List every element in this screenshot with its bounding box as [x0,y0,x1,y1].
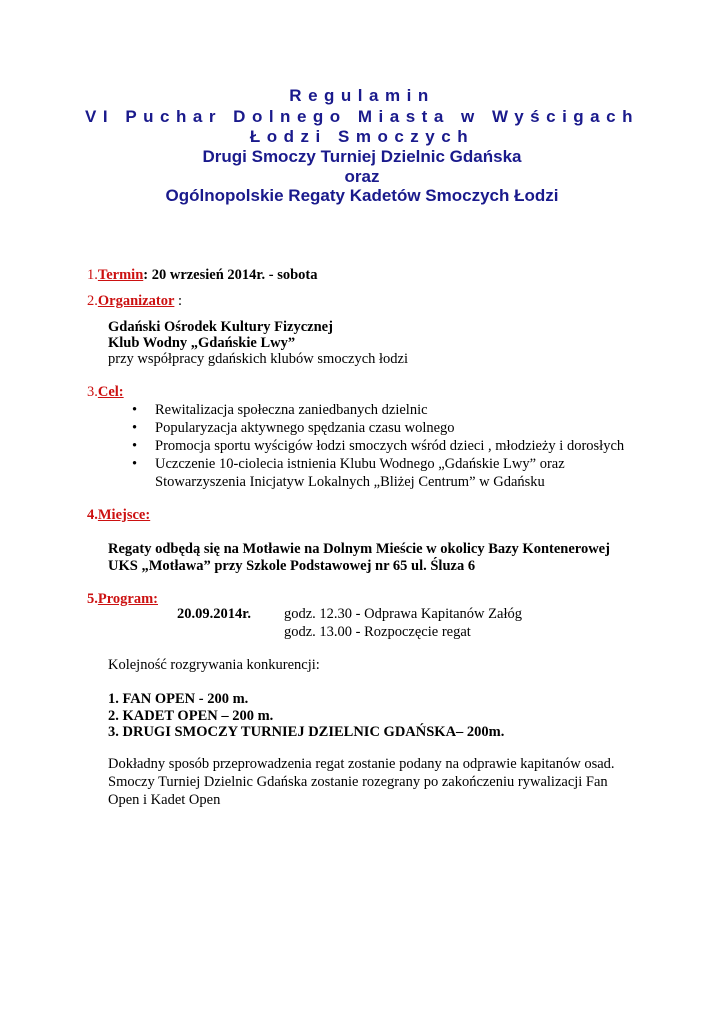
list-item: • Rewitalizacja społeczna zaniedbanych dzielnic [132,401,624,419]
title-lodzi: Łodzi Smoczych [249,127,475,146]
organizer-klub: Klub Wodny „Gdańskie Lwy” [108,335,296,351]
title-oraz: oraz [344,167,380,186]
competition-2: 2. KADET OPEN – 200 m. [108,708,274,724]
location-line-2: UKS „Motława” przy Szkole Podstawowej nr 65 ul. Śluza 6 [108,558,476,574]
section-number: 1. [87,267,98,283]
organizator-colon: : [174,293,183,309]
section-label-organizator: Organizator [97,293,175,309]
goal-4-continuation: Stowarzyszenia Inicjatyw Lokalnych „Bliżej Centrum” w Gdańsku [155,474,545,490]
title-turniej: Drugi Smoczy Turniej Dzielnic Gdańska [202,147,522,166]
section-cel [87,383,124,401]
program-date: 20.09.2014r. [177,606,251,622]
competition-1: 1. FAN OPEN - 200 m. [108,691,249,707]
section-number: 3. [87,384,98,400]
note-line-3: Open i Kadet Open [108,792,221,808]
section-label-miejsce: Miejsce: [97,507,151,523]
organizer-cooperation: przy współpracy gdańskich klubów smoczych łodzi [108,351,408,367]
title-puchar: VI Puchar Dolnego Miasta w Wyścigach [85,107,639,126]
section-number: 5. [87,591,98,607]
list-item: • Uczczenie 10-ciolecia istnienia Klubu Wodnego „Gdańskie Lwy” oraz [132,455,624,473]
section-number: 4. [87,507,98,523]
note-line-2: Smoczy Turniej Dzielnic Gdańska zostanie rozegrany po zakończeniu rywalizacji Fan [108,774,608,790]
title-regulamin: Regulamin [289,86,435,105]
competition-order-intro: Kolejność rozgrywania konkurencji: [108,657,320,673]
section-label-program: Program: [97,591,158,607]
competition-3: 3. DRUGI SMOCZY TURNIEJ DZIELNIC GDAŃSKA– 200m. [108,724,505,740]
section-termin [87,266,318,284]
list-item: • Popularyzacja aktywnego spędzania czasu wolnego [132,419,624,437]
section-program [87,590,158,608]
title-regaty-kadetow: Ogólnopolskie Regaty Kadetów Smoczych Łodzi [165,186,559,205]
section-organizator [87,292,182,310]
note-line-1: Dokładny sposób przeprowadzenia regat zostanie podany na odprawie kapitanów osad. [108,756,615,772]
section-label-termin: Termin [97,267,144,283]
termin-value: : 20 wrzesień 2014r. - sobota [143,267,318,283]
section-label-cel: Cel: [97,384,124,400]
section-miejsce [87,506,150,524]
schedule-start: godz. 13.00 - Rozpoczęcie regat [284,624,471,640]
organizer-gokf: Gdański Ośrodek Kultury Fizycznej [108,319,333,335]
location-line-1: Regaty odbędą się na Motławie na Dolnym Mieście w okolicy Bazy Kontenerowej [108,541,610,557]
list-item: • Promocja sportu wyścigów łodzi smoczych wśród dzieci , młodzieży i dorosłych [132,437,624,455]
schedule-briefing: godz. 12.30 - Odprawa Kapitanów Załóg [284,606,522,622]
goals-list [132,401,624,473]
section-number: 2. [87,293,98,309]
